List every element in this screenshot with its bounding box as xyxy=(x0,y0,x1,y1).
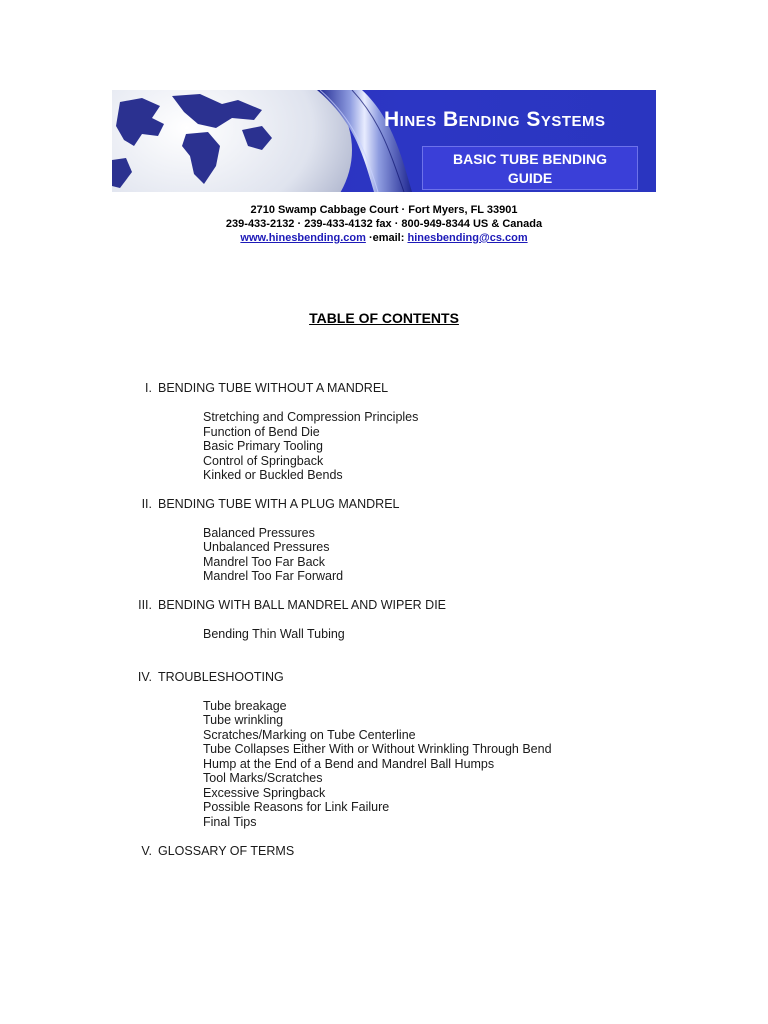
toc-item: Tube Collapses Either With or Without Wrinkling Through Bend xyxy=(203,742,552,756)
document-title-line2: GUIDE xyxy=(507,170,553,186)
section-heading: BENDING WITH BALL MANDREL AND WIPER DIE xyxy=(158,598,447,612)
website-link[interactable]: www.hinesbending.com xyxy=(240,232,366,244)
section-heading: BENDING TUBE WITH A PLUG MANDREL xyxy=(158,497,400,511)
header-banner xyxy=(112,90,656,192)
email-label: ·email: xyxy=(365,232,408,244)
section-heading: GLOSSARY OF TERMS xyxy=(158,844,295,858)
toc-item: Tube breakage xyxy=(203,699,287,713)
toc-item: Basic Primary Tooling xyxy=(203,439,323,453)
toc-item: Final Tips xyxy=(203,815,257,829)
document-title-line1: BASIC TUBE BENDING xyxy=(452,151,607,167)
toc-item: Kinked or Buckled Bends xyxy=(203,468,343,482)
company-name: Hines Bending Systems xyxy=(384,108,606,131)
toc-item: Tube wrinkling xyxy=(203,713,284,727)
contact-line xyxy=(112,231,656,245)
toc-item: Function of Bend Die xyxy=(203,425,320,439)
toc-item: Hump at the End of a Bend and Mandrel Ball Humps xyxy=(203,757,495,771)
toc-item: Bending Thin Wall Tubing xyxy=(203,627,345,641)
toc-item: Possible Reasons for Link Failure xyxy=(203,800,390,814)
toc-item: Balanced Pressures xyxy=(203,526,315,540)
toc-item: Unbalanced Pressures xyxy=(203,540,330,554)
section-numeral: I. xyxy=(145,381,152,395)
toc-item: Stretching and Compression Principles xyxy=(203,410,419,424)
section-heading: TROUBLESHOOTING xyxy=(158,670,284,684)
section-numeral: III. xyxy=(138,598,152,612)
toc-item: Mandrel Too Far Back xyxy=(203,555,326,569)
phone-line: 239-433-2132 · 239-433-4132 fax · 800-949-8344 US & Canada xyxy=(225,218,543,230)
section-heading: BENDING TUBE WITHOUT A MANDREL xyxy=(158,381,389,395)
toc-item: Tool Marks/Scratches xyxy=(203,771,323,785)
section-numeral: V. xyxy=(141,844,152,858)
toc-item: Scratches/Marking on Tube Centerline xyxy=(203,728,416,742)
email-link[interactable]: hinesbending@cs.com xyxy=(407,232,528,244)
section-numeral: IV. xyxy=(137,670,152,684)
document-title-box xyxy=(422,146,638,190)
address-line: 2710 Swamp Cabbage Court · Fort Myers, FL 33901 xyxy=(250,204,518,216)
toc-item: Control of Springback xyxy=(203,454,324,468)
toc-item: Excessive Springback xyxy=(203,786,326,800)
toc-item: Mandrel Too Far Forward xyxy=(203,569,344,583)
toc-title: TABLE OF CONTENTS xyxy=(309,310,459,326)
section-numeral: II. xyxy=(141,497,152,511)
